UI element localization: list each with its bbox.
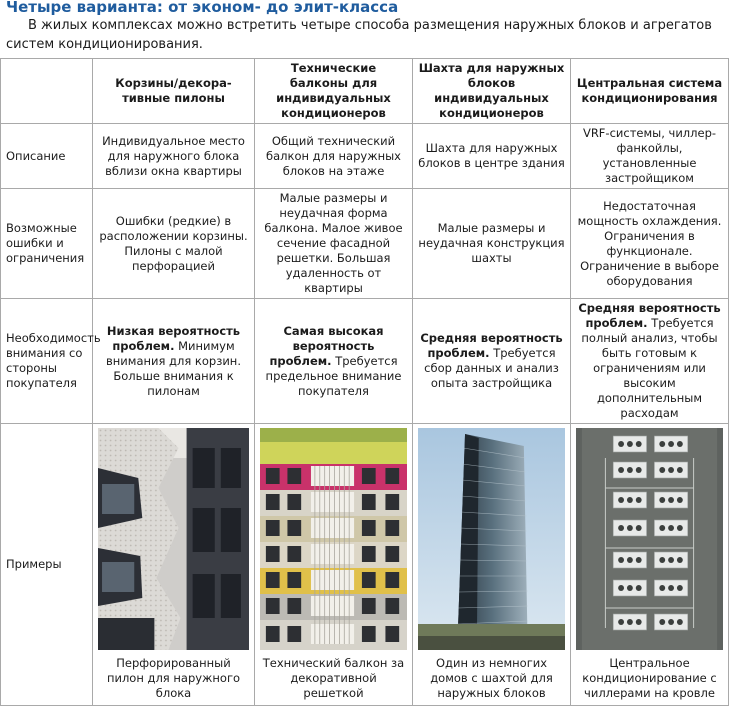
table-cell	[93, 299, 255, 424]
emphasis-text: Самая высокая вероятность проблем.	[269, 323, 384, 368]
column-header: Шахта для наружных блоков индивидуальных кондиционеров	[413, 59, 571, 124]
table-cell: Малые размеры и неудачная конструкция шахты	[413, 189, 571, 299]
cell-text: Требуется сбор данных и анализ опыта застройщика	[424, 346, 559, 390]
table-cell	[571, 299, 729, 424]
row-label: Примеры	[1, 424, 93, 706]
example-caption: Технический балкон за декоративной решеткой	[262, 656, 405, 700]
column-header: Корзины/декора-тивные пилоны	[93, 59, 255, 124]
cell-text: Требуется полный анализ, чтобы быть готовым к ограничениям или высоким дополнительным расходам	[581, 316, 718, 420]
rooftop-chillers-photo	[576, 428, 723, 650]
example-cell	[93, 424, 255, 706]
table-row-examples	[1, 424, 729, 706]
cell-text: Минимум внимания для корзин. Больше внимания к пилонам	[106, 338, 241, 398]
table-cell: Малые размеры и неудачная форма балкона. Малое живое сечение фасадной решетки. Большая удаленность от квартиры	[255, 189, 413, 299]
table-cell	[413, 299, 571, 424]
emphasis-text: Средняя вероятность проблем.	[578, 301, 721, 330]
table-row-errors	[1, 189, 729, 299]
example-caption: Перфорированный пилон для наружного блока	[106, 656, 241, 700]
example-cell	[413, 424, 571, 706]
row-label: Описание	[1, 124, 93, 189]
header-corner	[1, 59, 93, 124]
table-cell: VRF-системы, чиллер-фанкойлы, установленные застройщиком	[571, 124, 729, 189]
example-caption: Один из немногих домов с шахтой для наружных блоков	[430, 656, 553, 700]
glass-tower-photo	[418, 428, 565, 650]
row-label: Возможные ошибки и ограничения	[1, 189, 93, 299]
row-label: Необходимость внимания со стороны покупателя	[1, 299, 93, 424]
table-cell: Ошибки (редкие) в расположении корзины. Пилоны с малой перфорацией	[93, 189, 255, 299]
header-row	[1, 59, 729, 124]
column-header: Технические балконы для индивидуальных кондиционеров	[255, 59, 413, 124]
example-caption: Центральное кондиционирование с чиллерами на кровле	[582, 656, 717, 700]
column-header: Центральная система кондиционирования	[571, 59, 729, 124]
table-cell: Общий технический балкон для наружных блоков на этаже	[255, 124, 413, 189]
example-cell	[571, 424, 729, 706]
intro-paragraph: В жилых комплексах можно встретить четыре способа размещения наружных блоков и агрегатов систем кондиционирования.	[6, 18, 712, 52]
technical-balcony-photo	[260, 428, 407, 650]
cell-text: Требуется предельное внимание покупателя	[265, 353, 402, 398]
table-cell: Недостаточная мощность охлаждения. Ограничения в функционале. Ограничение в выборе оборудования	[571, 189, 729, 299]
table-cell	[255, 299, 413, 424]
table-row-attention	[1, 299, 729, 424]
example-cell	[255, 424, 413, 706]
emphasis-text: Низкая вероятность проблем.	[106, 323, 241, 353]
table-cell: Шахта для наружных блоков в центре здания	[413, 124, 571, 189]
table-cell: Индивидуальное место для наружного блока вблизи окна квартиры	[93, 124, 255, 189]
page-title: Четыре варианта: от эконом- до элит-класса	[6, 0, 399, 16]
comparison-table	[0, 58, 729, 706]
perforated-pylon-photo	[98, 428, 249, 650]
emphasis-text: Средняя вероятность проблем.	[420, 331, 563, 360]
table-row-description	[1, 124, 729, 189]
